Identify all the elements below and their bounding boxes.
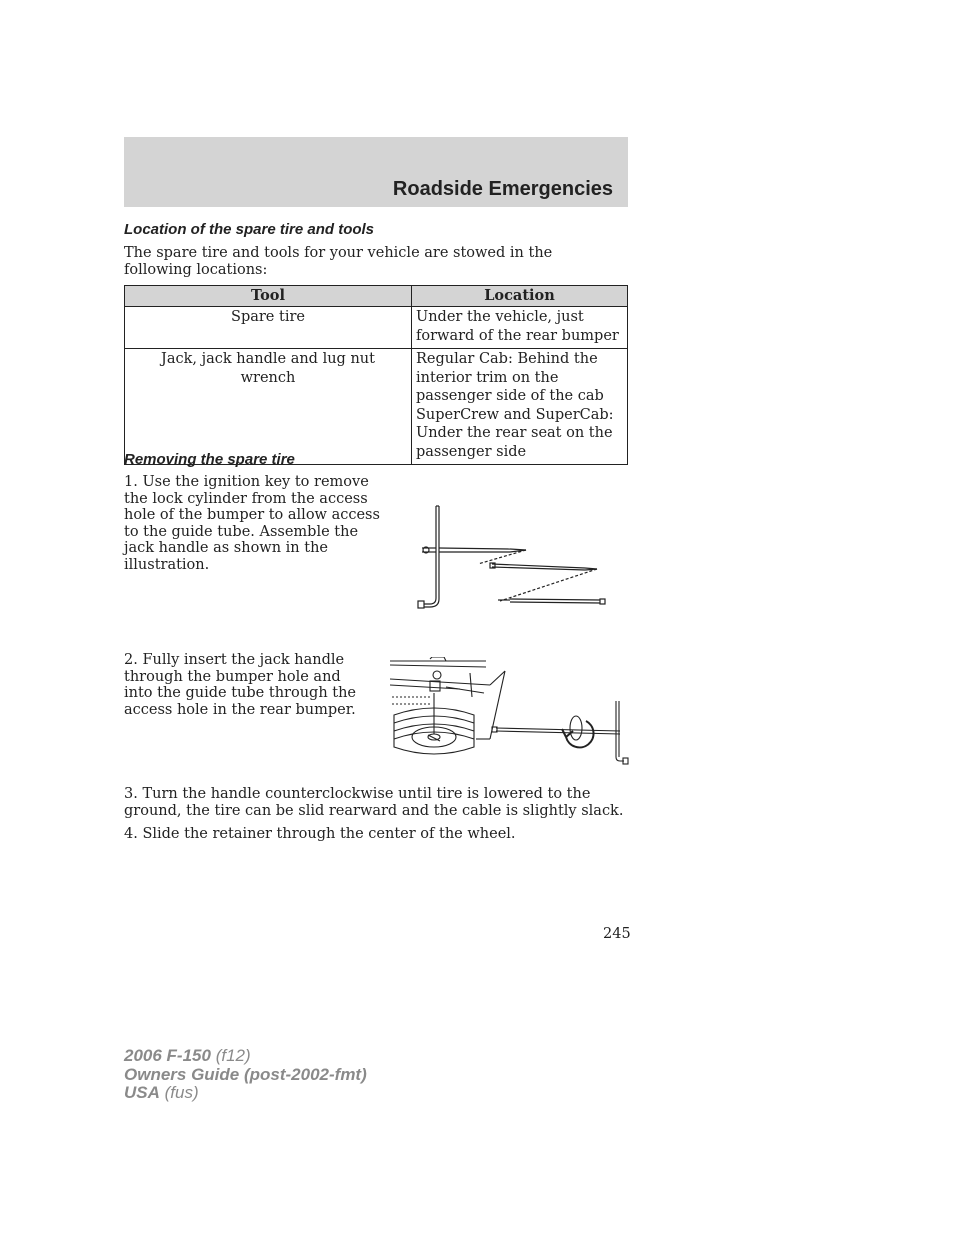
step-2-text: 2. Fully insert the jack handle through the bumper hole and into the guide tube through the access hole in the rear bumper. bbox=[124, 652, 357, 718]
footer-guide: Owners Guide (post-2002-fmt) bbox=[124, 1064, 367, 1084]
removing-heading: Removing the spare tire bbox=[124, 451, 295, 468]
location-line: Regular Cab: Behind the interior trim on the passenger side of the cab bbox=[416, 351, 604, 404]
tool-cell: Spare tire bbox=[125, 307, 412, 349]
footer-model: 2006 F-150 bbox=[124, 1046, 211, 1065]
section-header-band bbox=[124, 137, 628, 207]
column-header-location: Location bbox=[412, 286, 628, 307]
step-3-text: 3. Turn the handle counterclockwise until tire is lowered to the ground, the tire can be slid rearward and the cable is slightly slack. bbox=[124, 786, 624, 819]
page-number: 245 bbox=[603, 926, 631, 942]
table-row bbox=[125, 349, 628, 465]
footer-line-3 bbox=[124, 1084, 367, 1103]
step-4-text: 4. Slide the retainer through the center of the wheel. bbox=[124, 826, 516, 842]
location-intro: The spare tire and tools for your vehicle are stowed in the following locations: bbox=[124, 245, 553, 278]
location-cell bbox=[412, 307, 628, 349]
location-heading: Location of the spare tire and tools bbox=[124, 221, 375, 238]
footer-line-1 bbox=[124, 1047, 367, 1066]
footer-line-2 bbox=[124, 1066, 367, 1085]
location-line: Under the vehicle, just forward of the rear bumper bbox=[416, 309, 619, 344]
footer-market-code: (fus) bbox=[164, 1083, 199, 1102]
tools-location-table bbox=[124, 285, 628, 465]
footer-market: USA bbox=[124, 1083, 160, 1102]
tool-cell: Jack, jack handle and lug nut wrench bbox=[125, 349, 412, 465]
step-1-text: 1. Use the ignition key to remove the lock cylinder from the access hole of the bumper to allow access to the guide tube. Assemble the jack handle as shown in the illustration. bbox=[124, 474, 380, 573]
location-line: SuperCrew and SuperCab: Under the rear seat on the passenger side bbox=[416, 406, 614, 460]
section-title: Roadside Emergencies bbox=[392, 178, 613, 200]
footer-model-code: (f12) bbox=[215, 1046, 251, 1065]
column-header-tool: Tool bbox=[125, 286, 412, 307]
table-header-row bbox=[125, 286, 628, 307]
jack-handle-assembly-illustration bbox=[410, 500, 620, 615]
table-row bbox=[125, 307, 628, 349]
document-footer bbox=[124, 1047, 367, 1103]
jack-handle-insertion-illustration bbox=[390, 657, 630, 769]
location-cell bbox=[412, 349, 628, 465]
